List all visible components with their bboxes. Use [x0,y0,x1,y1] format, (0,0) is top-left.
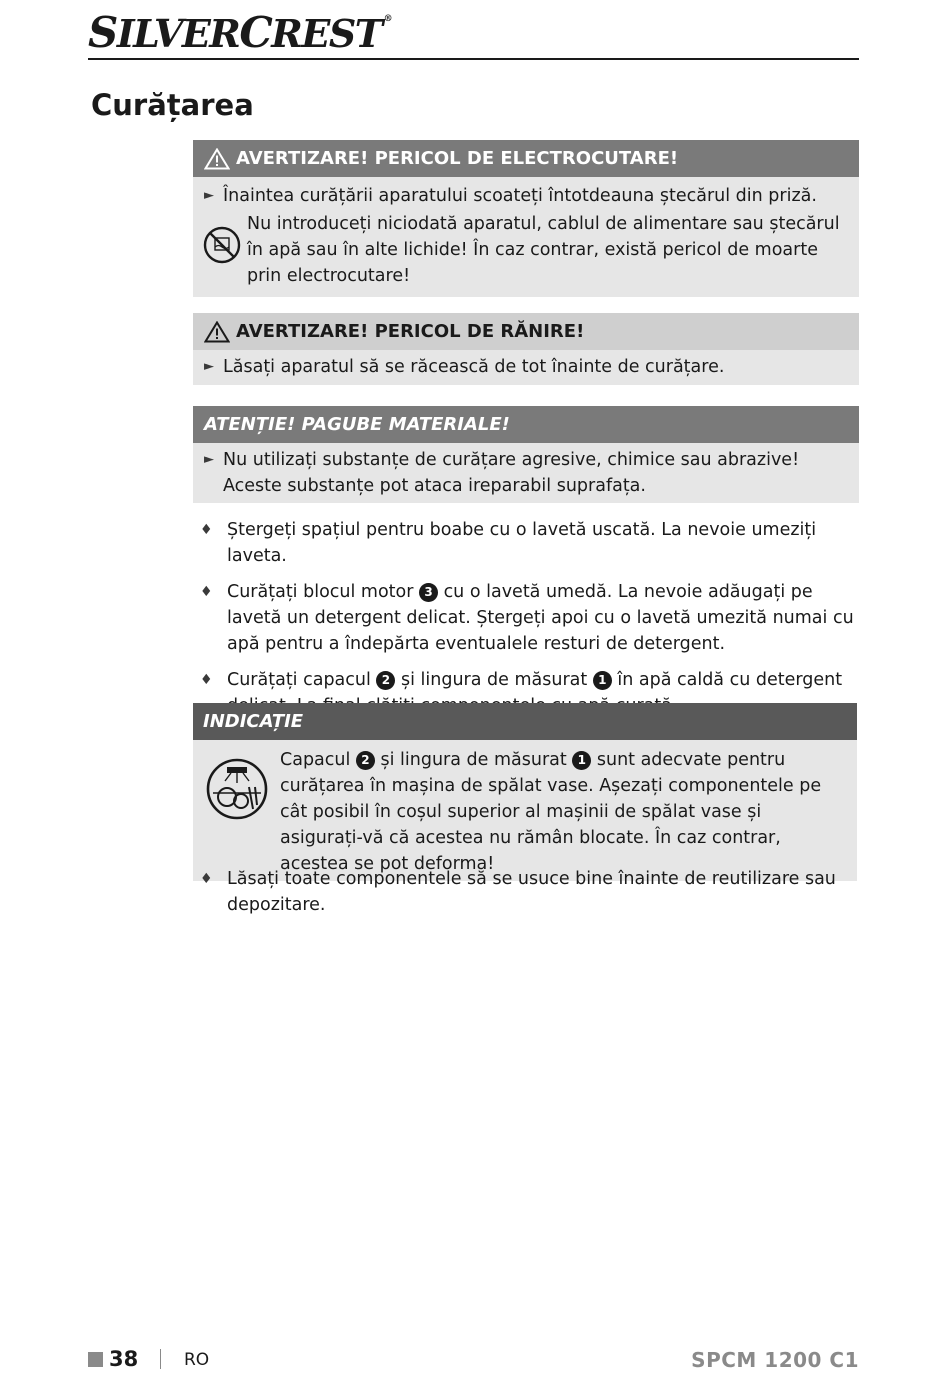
final-step [200,866,860,918]
list-item: ♦ Ștergeți spațiul pentru boabe cu o lavetă uscată. La nevoie umeziți laveta. [200,517,860,569]
list-item: ♦ Curățați capacul 2 și lingura de măsurat 1 în apă caldă cu detergent [200,667,860,719]
arrow-bullet-icon: ► [204,359,214,374]
dishwasher-icon [205,757,269,821]
caution-material-heading: ATENȚIE! PAGUBE MATERIALE! [193,406,859,443]
diamond-bullet-icon: ♦ [200,584,213,600]
language-code: RO [184,1350,210,1370]
part-number-badge: 1 [572,751,591,770]
warning-injury-box [193,313,859,385]
part-number-badge: 2 [356,751,375,770]
list-item: ♦ Lăsați toate componentele să se usuce bine înainte de reutilizare sau depozitare. [200,866,860,918]
model-number: SPCM 1200 C1 [691,1348,859,1372]
divider [160,1349,161,1369]
warning-electric-box [193,140,859,297]
no-immersion-icon [202,225,242,265]
note-box [193,703,857,881]
cleaning-steps [200,517,860,719]
diamond-bullet-icon: ♦ [200,672,213,688]
warning-injury-heading: AVERTIZARE! PERICOL DE RĂNIRE! [193,313,859,350]
note-text: Capacul 2 și lingura de măsurat 1 sunt adecvate pentru curățarea în mașina de spălat vase. Așezați componentele pe cât posibil în coșul superior al mașinii de spălat vase și asigurați-vă că acestea nu rămân blocate. În caz contrar, acestea se pot deforma! [280,750,822,874]
list-item: Nu introduceți niciodată aparatul, cablul de alimentare sau ștecărul în apă sau în alte lichide! În caz contrar, există pericol de moarte prin electrocutare! [204,211,847,289]
arrow-bullet-icon: ► [204,452,214,467]
list-item: ► Înaintea curățării aparatului scoateți întotdeauna ștecărul din priză. [204,183,847,209]
list-item: ► Lăsați aparatul să se răcească de tot înainte de curățare. [204,354,847,380]
page-header [88,6,859,60]
part-number-badge: 1 [593,671,612,690]
page-footer [88,1345,859,1374]
page-number: 38 [109,1347,139,1371]
page-title: Curățarea [91,88,254,122]
part-number-badge: 3 [419,583,438,602]
square-marker-icon [88,1352,103,1367]
brand-logo: SILVERCREST ® [88,8,393,57]
warning-triangle-icon [204,148,230,170]
list-item: ► Nu utilizați substanțe de curățare agresive, chimice sau abrazive! Aceste substanțe pot ataca ireparabil suprafața. [204,447,847,499]
caution-material-box [193,406,859,503]
diamond-bullet-icon: ♦ [200,522,213,538]
arrow-bullet-icon: ► [204,188,214,203]
warning-triangle-icon [204,321,230,343]
warning-electric-heading: AVERTIZARE! PERICOL DE ELECTROCUTARE! [193,140,859,177]
diamond-bullet-icon: ♦ [200,871,213,887]
list-item: ♦ Curățați blocul motor 3 cu o lavetă umedă. La nevoie adăugați pe lavetă un detergent delicat. Ștergeți apoi cu o lavetă umezită numai cu apă pentru a îndepărta eventualele resturi de detergent. [200,579,860,657]
note-heading: INDICAȚIE [193,703,857,740]
part-number-badge: 2 [376,671,395,690]
